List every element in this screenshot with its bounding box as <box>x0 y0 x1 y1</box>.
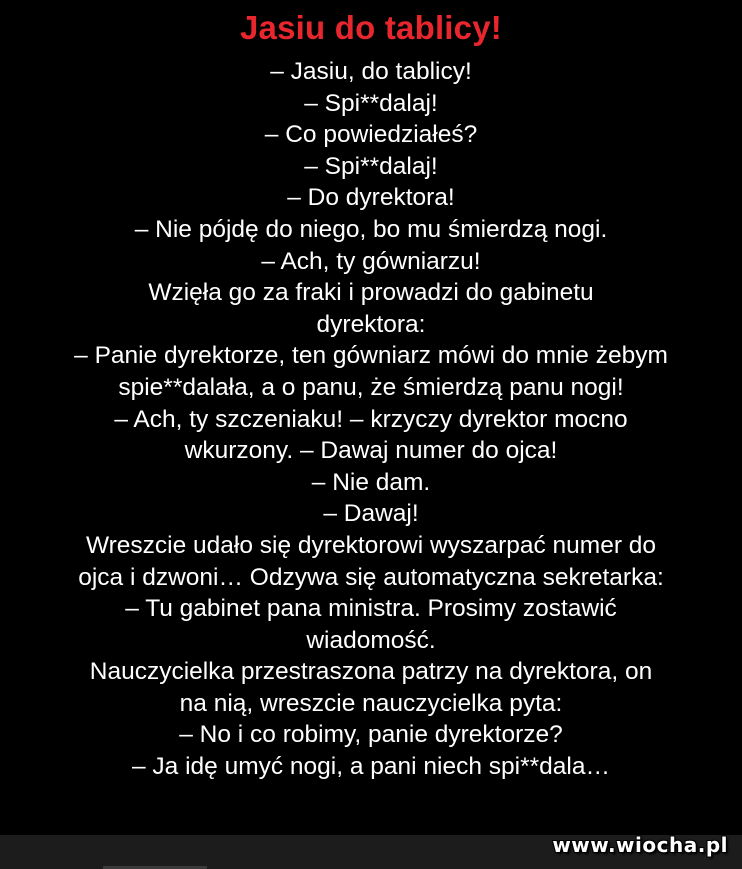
story-line: na nią, wreszcie nauczycielka pyta: <box>179 689 563 717</box>
story-line: – Co powiedziałeś? <box>264 121 478 149</box>
story-line: – No i co robimy, panie dyrektorze? <box>179 721 563 749</box>
story-line: wiadomość. <box>306 626 436 654</box>
story-line: – Panie dyrektorze, ten gówniarz mówi do mnie żebym <box>74 342 668 370</box>
story-line: – Tu gabinet pana ministra. Prosimy zostawić <box>125 595 617 623</box>
story-line: – Spi**dalaj! <box>304 89 438 117</box>
story-line: Nauczycielka przestraszona patrzy na dyrektora, on <box>89 658 653 686</box>
story-line: wkurzony. – Dawaj numer do ojca! <box>184 437 558 465</box>
story-line: ojca i dzwoni… Odzywa się automatyczna sekretarka: <box>78 563 664 591</box>
story-line: – Ach, ty szczeniaku! – krzyczy dyrektor mocno <box>114 405 628 433</box>
story-line: – Nie pójdę do niego, bo mu śmierdzą nogi. <box>134 215 608 243</box>
story-line: – Ach, ty gówniarzu! <box>261 247 481 275</box>
watermark: www.wiocha.pl <box>552 833 728 857</box>
story-line: – Do dyrektora! <box>287 184 455 212</box>
story-line: spie**dalała, a o panu, że śmierdzą panu nogi! <box>118 373 624 401</box>
story-line: – Nie dam. <box>311 468 431 496</box>
story-text <box>0 56 742 783</box>
story-line: – Jasiu, do tablicy! <box>270 58 472 85</box>
story-line: Wzięła go za fraki i prowadzi do gabinetu <box>148 279 594 307</box>
story-line: – Spi**dalaj! <box>304 152 438 180</box>
meme-title: Jasiu do tablicy! <box>240 9 502 46</box>
story-line: dyrektora: <box>316 310 426 338</box>
story-line: – Dawaj! <box>323 500 419 528</box>
story-line: – Ja idę umyć nogi, a pani niech spi**dala… <box>131 753 611 781</box>
story-line: Wreszcie udało się dyrektorowi wyszarpać numer do <box>85 531 657 559</box>
